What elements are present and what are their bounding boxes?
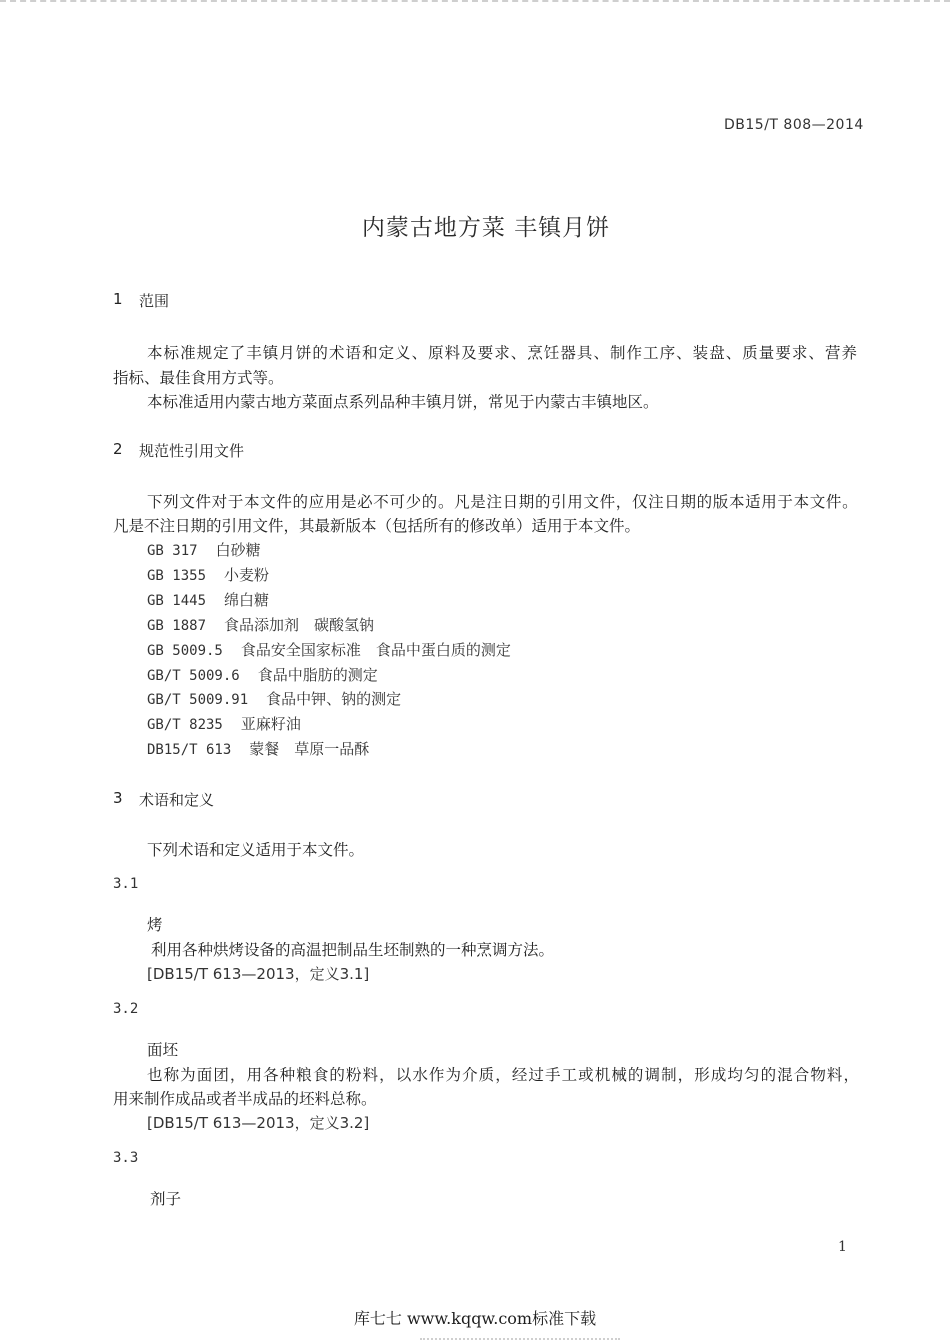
reference-title: 食品中脂肪的测定 (257, 666, 378, 684)
section-1-number: 1 (113, 290, 123, 308)
reference-title: 白砂糖 (215, 541, 261, 559)
reference-title: 食品添加剂 碳酸氢钠 (224, 616, 375, 634)
reference-title: 亚麻籽油 (240, 715, 301, 733)
reference-title: 食品中钾、钠的测定 (266, 690, 402, 708)
reference-code: GB 1355 (147, 568, 207, 584)
section-1-paragraph-1-line-2: 指标、最佳食用方式等。 (113, 369, 284, 387)
section-3-intro: 下列术语和定义适用于本文件。 (147, 841, 365, 859)
reference-code: GB 1887 (147, 618, 207, 634)
reference-code: GB 1445 (147, 593, 207, 609)
reference-title: 小麦粉 (224, 566, 270, 584)
section-2-paragraph-line-2: 凡是不注日期的引用文件，其最新版本（包括所有的修改单）适用于本文件。 (113, 517, 641, 535)
section-1-heading: 范围 (139, 292, 170, 310)
term-3-2-definition-line-1: 也称为面团，用各种粮食的粉料，以水作为介质，经过手工或机械的调制，形成均匀的混合物料， (147, 1066, 859, 1084)
reference-item (147, 688, 401, 709)
section-3-number: 3 (113, 789, 123, 807)
term-3-2-number: 3.2 (113, 1001, 139, 1017)
standard-number: DB15/T 808—2014 (724, 117, 864, 133)
term-3-1-number: 3.1 (113, 876, 139, 892)
reference-item (147, 713, 301, 734)
section-3-heading: 术语和定义 (139, 791, 215, 809)
reference-code: GB/T 5009.91 (147, 692, 249, 708)
reference-code: GB 5009.5 (147, 643, 223, 659)
reference-title: 食品安全国家标准 食品中蛋白质的测定 (240, 641, 511, 659)
page-number: 1 (838, 1239, 847, 1255)
section-2-heading: 规范性引用文件 (139, 442, 245, 460)
term-3-3-title: 剂子 (150, 1190, 182, 1208)
reference-code: DB15/T 613 (147, 742, 232, 758)
term-3-2-source: [DB15/T 613—2013，定义3.2] (147, 1114, 370, 1132)
document-title: 内蒙古地方菜 丰镇月饼 (361, 215, 611, 241)
reference-code: GB 317 (147, 543, 198, 559)
reference-item (147, 664, 378, 685)
section-2-number: 2 (113, 440, 123, 458)
reference-code: GB/T 5009.6 (147, 668, 240, 684)
reference-title: 蒙餐 草原一品酥 (249, 740, 370, 758)
reference-item (147, 539, 261, 560)
section-2-paragraph-line-1: 下列文件对于本文件的应用是必不可少的。凡是注日期的引用文件，仅注日期的版本适用于本文件。 (147, 493, 857, 511)
term-3-2-title: 面坯 (147, 1041, 179, 1059)
section-1-paragraph-1-line-1: 本标准规定了丰镇月饼的术语和定义、原料及要求、烹饪器具、制作工序、装盘、质量要求、营养 (147, 344, 857, 362)
reference-title: 绵白糖 (224, 591, 270, 609)
term-3-3-number: 3.3 (113, 1150, 139, 1166)
section-1-paragraph-2: 本标准适用内蒙古地方菜面点系列品种丰镇月饼，常见于内蒙古丰镇地区。 (147, 393, 659, 411)
term-3-1-title: 烤 (147, 916, 163, 934)
term-3-1-definition: 利用各种烘烤设备的高温把制品生坯制熟的一种烹调方法。 (151, 941, 555, 959)
top-edge-line (0, 0, 950, 6)
reference-item (147, 589, 269, 610)
reference-item (147, 564, 269, 585)
footer-watermark: 库七七 www.kqqw.com标准下载 (353, 1309, 597, 1328)
bottom-edge-line (420, 1338, 620, 1343)
term-3-2-definition-line-2: 用来制作成品或者半成品的坯料总称。 (113, 1090, 377, 1108)
reference-item (147, 614, 374, 635)
reference-item (147, 738, 369, 759)
reference-code: GB/T 8235 (147, 717, 223, 733)
term-3-1-source: [DB15/T 613—2013，定义3.1] (147, 965, 370, 983)
reference-item (147, 639, 511, 660)
